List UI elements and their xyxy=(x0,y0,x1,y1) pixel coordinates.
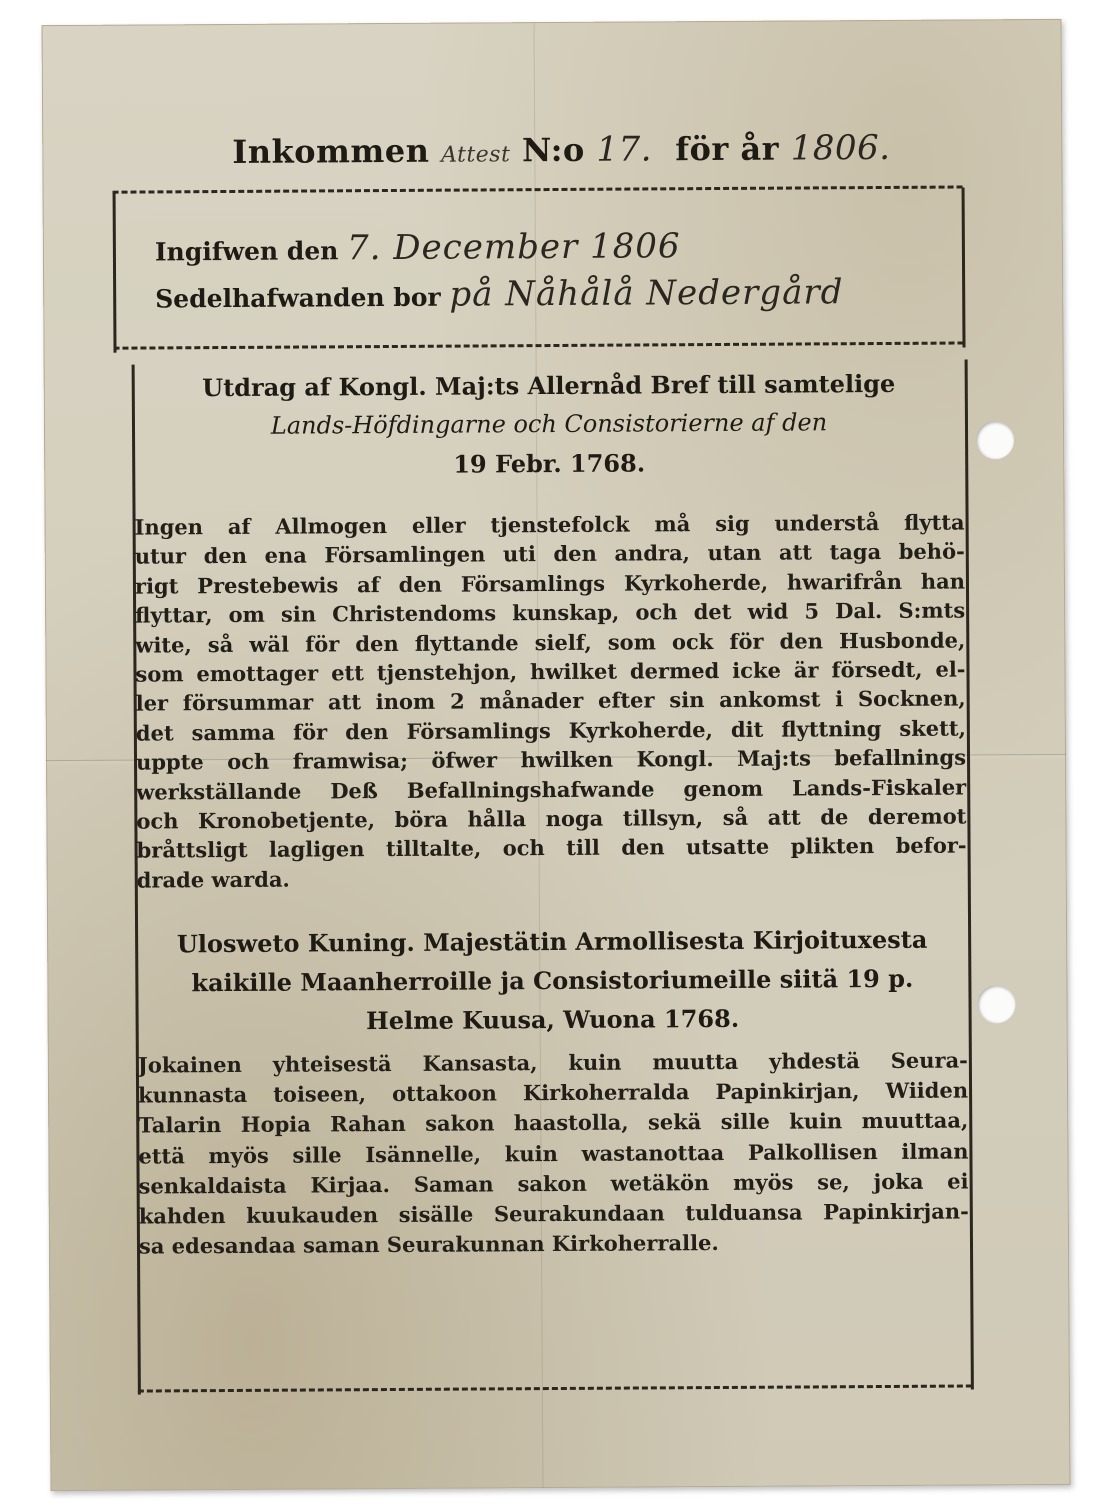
finnish-body-line: Talarin Hopia Rahan sakon haastolla, sekä sille kuin muuttaa, xyxy=(138,1107,969,1138)
swedish-body-line: flyttar, om sin Christendoms kunskap, och det wid 5 Dal. S:mts xyxy=(135,597,966,628)
submission-date-label: Ingifwen den xyxy=(154,236,339,267)
swedish-body-line: Ingen af Allmogen eller tjenstefolck må sig understå flytta xyxy=(134,509,965,540)
header-attest-label: Attest xyxy=(440,142,511,168)
finnish-title xyxy=(157,920,948,1042)
finnish-title-line: Ulosweto Kuning. Majestätin Armollisesta Kirjoituxesta xyxy=(176,924,928,959)
swedish-title-line: Utdrag af Kongl. Maj:ts Allernåd Bref till samtelige xyxy=(202,368,896,403)
swedish-body-line: utur den ena Församlingen uti den andra, utan att taga behö- xyxy=(134,538,965,569)
header-printed-start: Inkommen xyxy=(232,131,430,171)
header-number-label: N:o xyxy=(521,130,585,170)
submission-residence-label: Sedelhafwanden bor xyxy=(155,282,441,314)
submission-residence-line xyxy=(155,272,843,316)
finnish-body-line: Jokainen yhteisestä Kansasta, kuin muutta yhdestä Seura- xyxy=(137,1047,968,1078)
submission-date-line xyxy=(155,226,681,269)
finnish-body-line: kahden kuukauden sisälle Seurakundaan tulduansa Papinkirjan- xyxy=(138,1198,969,1229)
header-year-label: för år xyxy=(675,129,780,169)
submission-residence-value: på Nåhålå Nedergård xyxy=(449,272,844,315)
swedish-title xyxy=(154,364,945,486)
finnish-body-line: senkaldaista Kirjaa. Saman sakon wetäkön myös se, joka ei xyxy=(138,1168,969,1199)
submission-box xyxy=(113,187,966,352)
punch-hole-top xyxy=(976,421,1014,459)
swedish-body-line: det samma för den Församlings Kyrkoherde, dit flyttning skett, xyxy=(135,715,966,746)
swedish-body-line: och Kronobetjente, böra hålla noga tillsyn, så att de deremot xyxy=(136,803,967,834)
header-number-value: 17. xyxy=(596,129,653,170)
punch-hole-bottom xyxy=(977,985,1015,1023)
finnish-body-line: että myös sille Isännelle, kuin wastanottaa Palkollisen ilman xyxy=(138,1138,969,1169)
swedish-body-line: drade warda. xyxy=(136,866,290,893)
document-paper xyxy=(42,19,1071,1491)
swedish-body-line: werkställande Deß Befallningshafwande genom Lands-Fiskaler xyxy=(136,774,967,805)
swedish-body-line: wite, så wäl för den flyttande sielf, som ock för den Husbonde, xyxy=(135,627,966,658)
swedish-body-line: uppte och framwisa; öfwer hwilken Kongl. Maj:ts befallnings xyxy=(135,744,967,775)
finnish-body-line: kunnasta toiseen, ottakoon Kirkoherralda Papinkirjan, Wiiden xyxy=(137,1077,969,1108)
certificate-header xyxy=(232,127,992,172)
finnish-title-line: Helme Kuusa, Wuona 1768. xyxy=(366,1003,740,1036)
finnish-title-line: kaikille Maanherroille ja Consistoriumeille siitä 19 p. xyxy=(191,963,914,998)
swedish-title-line: Lands-Höfdingarne och Consistorierne af den xyxy=(270,408,828,440)
finnish-body-line: sa edesandaa saman Seurakunnan Kirkoherralle. xyxy=(138,1230,719,1259)
swedish-body-line: som emottager ett tjenstehjon, hwilket dermed icke är försedt, el- xyxy=(135,656,966,687)
swedish-title-line: 19 Febr. 1768. xyxy=(453,448,646,479)
header-year-value: 1806. xyxy=(790,127,891,169)
swedish-body-line: bråttsligt lagligen tilltalte, och till den utsatte plikten befor- xyxy=(136,832,967,864)
submission-date-value: 7. December 1806 xyxy=(346,226,681,269)
swedish-body-line: ler försummar att inom 2 månader efter sin ankomst i Socknen, xyxy=(135,685,966,717)
swedish-body-line: rigt Prestebewis af den Församlings Kyrkoherde, hwarifrån han xyxy=(134,568,966,599)
finnish-body xyxy=(138,1045,969,1261)
swedish-body xyxy=(135,508,967,895)
